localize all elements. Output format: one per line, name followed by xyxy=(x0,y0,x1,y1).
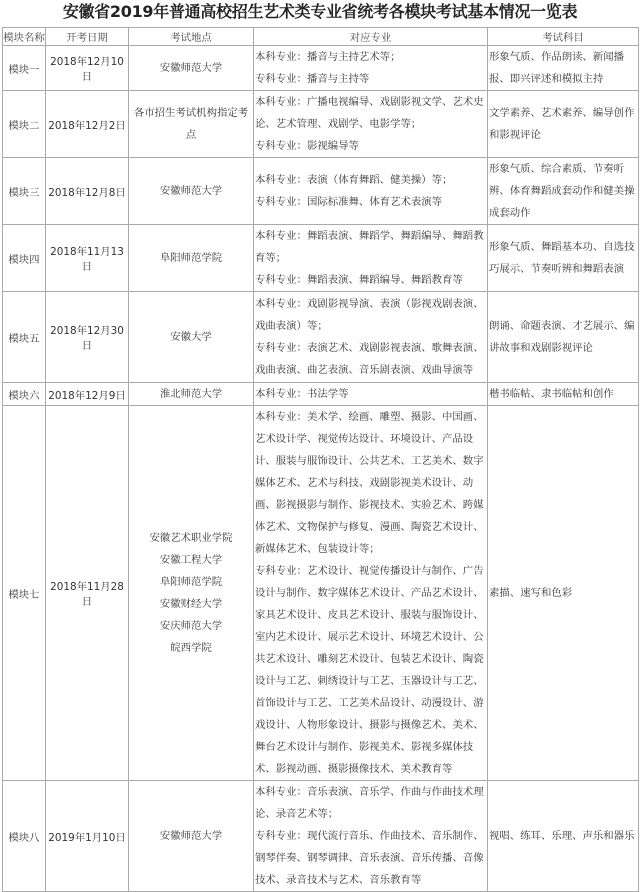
location-item: 安徽工程大学 xyxy=(159,554,223,566)
exam-subjects: 朗诵、命题表演、才艺展示、编讲故事和戏剧影视评论 xyxy=(488,292,639,383)
exam-date: 2018年12月10日 xyxy=(46,46,129,91)
exam-location xyxy=(129,158,254,225)
major-paragraph: 本科专业：播音与主持艺术等； xyxy=(255,51,401,63)
module-name: 模块一 xyxy=(3,46,46,91)
location-item: 淮北师范大学 xyxy=(159,388,223,400)
majors-cell xyxy=(254,225,488,292)
exam-date: 2018年12月30日 xyxy=(46,292,129,383)
table-header-row xyxy=(3,28,639,46)
majors-cell xyxy=(254,158,488,225)
table-row xyxy=(3,158,639,225)
location-item: 安徽财经大学 xyxy=(159,598,223,610)
major-paragraph: 专科专业：艺术设计、视觉传播设计与制作、广告设计与制作、数字媒体艺术设计、产品艺术设计、家具艺术设计、皮具艺术设计、服装与服饰设计、室内艺术设计、展示艺术设计、环境艺术设计、公共艺术设计、雕刻艺术设计、包装艺术设计、陶瓷设计与工艺、刺绣设计与工艺、玉器设计与工艺、首饰设计与工艺、工艺美术品设计、动漫设计、游戏设计、人物形象设计、摄影与摄像艺术、美术、舞台艺术设计与制作、影视美术、影视多媒体技术、影视动画、摄影摄像技术、美术教育等 xyxy=(255,565,484,775)
major-paragraph: 本科专业：书法学等 xyxy=(255,388,349,400)
header-module: 模块名称 xyxy=(3,28,46,46)
major-paragraph: 本科专业：戏剧影视导演、表演（影视戏剧表演、戏曲表演）等； xyxy=(255,298,484,332)
location-item: 阜阳师范学院 xyxy=(159,576,223,588)
major-paragraph: 专科专业：影视编导等 xyxy=(255,140,359,152)
location-item: 阜阳师范学院 xyxy=(159,252,223,264)
major-paragraph: 本科专业：美术学、绘画、雕塑、摄影、中国画、艺术设计学、视觉传达设计、环境设计、产品设计、服装与服饰设计、公共艺术、工艺美术、数字媒体艺术、艺术与科技、戏剧影视美术设计、动画、影视摄影与制作、影视技术、实验艺术、跨媒体艺术、文物保护与修复、漫画、陶瓷艺术设计、新媒体艺术、包装设计等； xyxy=(255,411,484,555)
header-date: 开考日期 xyxy=(46,28,129,46)
exam-location xyxy=(129,91,254,158)
location-item: 安徽师范大学 xyxy=(159,62,223,74)
exam-date: 2018年12月2日 xyxy=(46,91,129,158)
exam-subjects: 形象气质、综合素质、节奏听辨、体育舞蹈成套动作和健美操成套动作 xyxy=(488,158,639,225)
exam-info-table xyxy=(2,27,639,892)
table-row xyxy=(3,91,639,158)
exam-subjects: 视唱、练耳、乐理、声乐和器乐 xyxy=(488,781,639,892)
header-majors: 对应专业 xyxy=(254,28,488,46)
exam-location xyxy=(129,406,254,781)
exam-location xyxy=(129,225,254,292)
location-item: 安徽师范大学 xyxy=(159,830,223,842)
majors-cell xyxy=(254,91,488,158)
majors-cell xyxy=(254,292,488,383)
location-item: 各市招生考试机构指定考点 xyxy=(133,107,249,141)
major-paragraph: 专科专业：播音与主持等 xyxy=(255,73,370,85)
table-row xyxy=(3,225,639,292)
location-item: 安徽艺术职业学院 xyxy=(149,532,233,544)
major-paragraph: 本科专业：舞蹈表演、舞蹈学、舞蹈编导、舞蹈教育等； xyxy=(255,230,484,264)
major-paragraph: 本科专业：广播电视编导、戏剧影视文学、艺术史论、艺术管理、戏剧学、电影学等； xyxy=(255,96,484,130)
table-row xyxy=(3,406,639,781)
exam-date: 2018年11月28日 xyxy=(46,406,129,781)
exam-subjects: 素描、速写和色彩 xyxy=(488,406,639,781)
module-name: 模块四 xyxy=(3,225,46,292)
table-row xyxy=(3,383,639,406)
exam-subjects: 文学素养、艺术素养、编导创作和影视评论 xyxy=(488,91,639,158)
table-row xyxy=(3,46,639,91)
module-name: 模块七 xyxy=(3,406,46,781)
exam-date: 2018年11月13日 xyxy=(46,225,129,292)
location-item: 安庆师范大学 xyxy=(159,620,223,632)
major-paragraph: 专科专业：舞蹈表演、舞蹈编导、舞蹈教育等 xyxy=(255,274,463,286)
location-item: 安徽师范大学 xyxy=(159,185,223,197)
majors-cell xyxy=(254,781,488,892)
exam-subjects: 形象气质、作品朗读、新闻播报、即兴评述和模拟主持 xyxy=(488,46,639,91)
major-paragraph: 本科专业：表演（体育舞蹈、健美操）等； xyxy=(255,174,453,186)
exam-date: 2018年12月9日 xyxy=(46,383,129,406)
major-paragraph: 专科专业：表演艺术、戏剧影视表演、歌舞表演、戏曲表演、曲艺表演、音乐剧表演、戏曲导演等 xyxy=(255,342,484,376)
majors-cell xyxy=(254,46,488,91)
exam-location xyxy=(129,781,254,892)
table-row xyxy=(3,781,639,892)
exam-location xyxy=(129,46,254,91)
header-location: 考试地点 xyxy=(129,28,254,46)
exam-date: 2019年1月10日 xyxy=(46,781,129,892)
exam-date: 2018年12月8日 xyxy=(46,158,129,225)
location-item: 皖西学院 xyxy=(170,642,212,654)
majors-cell xyxy=(254,406,488,781)
exam-location xyxy=(129,292,254,383)
exam-location xyxy=(129,383,254,406)
location-item: 安徽大学 xyxy=(170,331,212,343)
header-subjects: 考试科目 xyxy=(488,28,639,46)
major-paragraph: 专科专业：国际标准舞、体育艺术表演等 xyxy=(255,196,443,208)
page-title: 安徽省2019年普通高校招生艺术类专业省统考各模块考试基本情况一览表 xyxy=(62,2,578,21)
major-paragraph: 专科专业：现代流行音乐、作曲技术、音乐制作、钢琴伴奏、钢琴调律、音乐表演、音乐传播、音像技术、录音技术与艺术、音乐教育等 xyxy=(255,830,484,886)
majors-cell xyxy=(254,383,488,406)
exam-subjects: 楷书临帖、隶书临帖和创作 xyxy=(488,383,639,406)
module-name: 模块八 xyxy=(3,781,46,892)
table-row xyxy=(3,292,639,383)
major-paragraph: 本科专业：音乐表演、音乐学、作曲与作曲技术理论、录音艺术等； xyxy=(255,786,484,820)
module-name: 模块五 xyxy=(3,292,46,383)
exam-subjects: 形象气质、舞蹈基本功、自选技巧展示、节奏听辨和舞蹈表演 xyxy=(488,225,639,292)
module-name: 模块六 xyxy=(3,383,46,406)
module-name: 模块二 xyxy=(3,91,46,158)
module-name: 模块三 xyxy=(3,158,46,225)
